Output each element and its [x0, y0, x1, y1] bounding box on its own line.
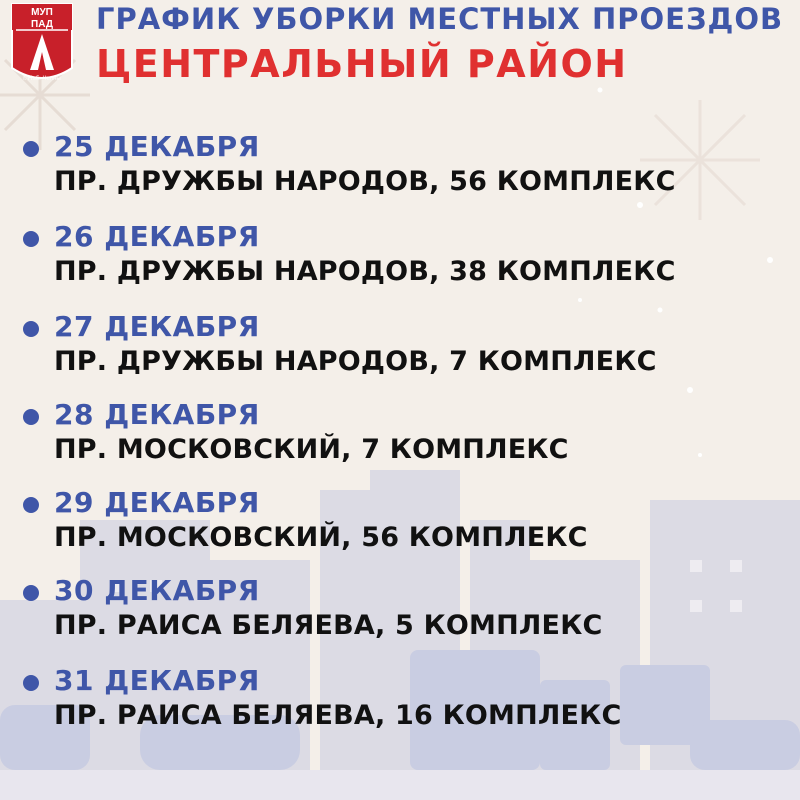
logo-text-top: МУП	[31, 7, 53, 18]
bullet-icon	[23, 585, 39, 601]
schedule-address: ПР. МОСКОВСКИЙ, 7 КОМПЛЕКС	[54, 434, 569, 465]
schedule-address: ПР. РАИСА БЕЛЯЕВА, 5 КОМПЛЕКС	[54, 610, 603, 641]
schedule-address: ПР. РАИСА БЕЛЯЕВА, 16 КОМПЛЕКС	[54, 700, 622, 731]
schedule-item	[0, 488, 800, 568]
schedule-date: 29 ДЕКАБРЯ	[54, 486, 260, 519]
schedule-item	[0, 666, 800, 746]
logo-text-mid: ПАД	[31, 19, 53, 30]
schedule-date: 31 ДЕКАБРЯ	[54, 664, 260, 697]
schedule-date: 30 ДЕКАБРЯ	[54, 574, 260, 607]
page-title: ГРАФИК УБОРКИ МЕСТНЫХ ПРОЕЗДОВ	[96, 2, 784, 36]
mup-pad-logo-icon	[10, 2, 74, 90]
schedule-address: ПР. ДРУЖБЫ НАРОДОВ, 56 КОМПЛЕКС	[54, 166, 676, 197]
district-subtitle: ЦЕНТРАЛЬНЫЙ РАЙОН	[96, 42, 628, 86]
schedule-date: 26 ДЕКАБРЯ	[54, 220, 260, 253]
schedule-item	[0, 132, 800, 212]
bullet-icon	[23, 321, 39, 337]
schedule-item	[0, 222, 800, 302]
schedule-item	[0, 400, 800, 480]
schedule-date: 27 ДЕКАБРЯ	[54, 310, 260, 343]
logo-text-bottom: г. Наб. Челны	[23, 76, 61, 82]
schedule-date: 28 ДЕКАБРЯ	[54, 398, 260, 431]
bullet-icon	[23, 497, 39, 513]
schedule-address: ПР. ДРУЖБЫ НАРОДОВ, 7 КОМПЛЕКС	[54, 346, 657, 377]
schedule-item	[0, 576, 800, 656]
schedule-address: ПР. ДРУЖБЫ НАРОДОВ, 38 КОМПЛЕКС	[54, 256, 676, 287]
bullet-icon	[23, 675, 39, 691]
schedule-date: 25 ДЕКАБРЯ	[54, 130, 260, 163]
bullet-icon	[23, 141, 39, 157]
bullet-icon	[23, 409, 39, 425]
bullet-icon	[23, 231, 39, 247]
schedule-address: ПР. МОСКОВСКИЙ, 56 КОМПЛЕКС	[54, 522, 588, 553]
schedule-item	[0, 312, 800, 392]
